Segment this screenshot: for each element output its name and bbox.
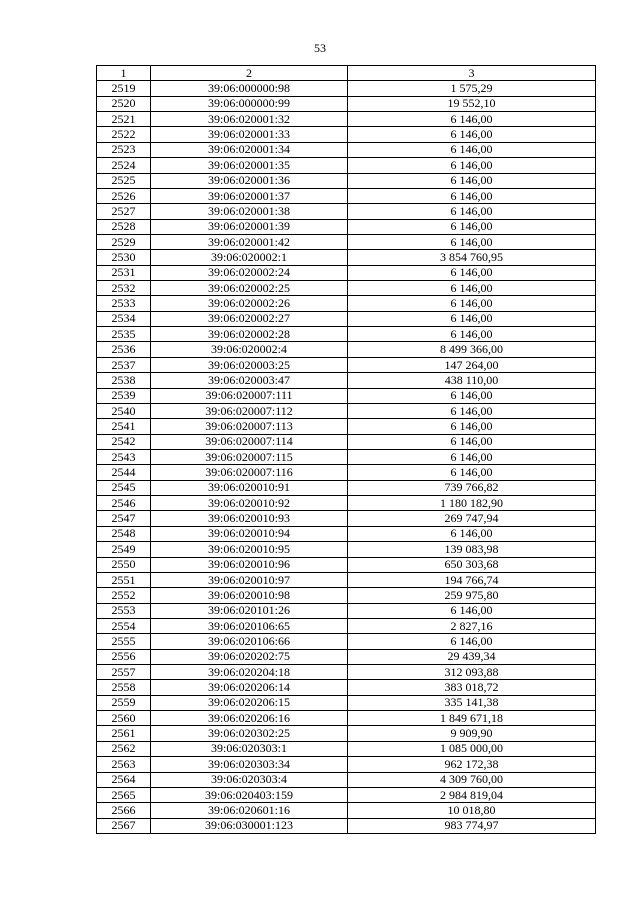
cadastral-id-cell: 39:06:020001:33 bbox=[151, 127, 348, 142]
table-row bbox=[97, 480, 596, 495]
row-number-cell: 2531 bbox=[97, 265, 151, 280]
cadastral-id-cell: 39:06:020001:37 bbox=[151, 188, 348, 203]
value-cell: 739 766,82 bbox=[348, 480, 596, 495]
row-number-cell: 2561 bbox=[97, 726, 151, 741]
table-row bbox=[97, 188, 596, 203]
cadastral-id-cell: 39:06:020002:24 bbox=[151, 265, 348, 280]
value-cell: 335 141,38 bbox=[348, 695, 596, 710]
row-number-cell: 2546 bbox=[97, 496, 151, 511]
cadastral-id-cell: 39:06:020010:97 bbox=[151, 572, 348, 587]
table-row bbox=[97, 588, 596, 603]
table-row bbox=[97, 449, 596, 464]
row-number-cell: 2530 bbox=[97, 250, 151, 265]
value-cell: 6 146,00 bbox=[348, 634, 596, 649]
row-number-cell: 2562 bbox=[97, 741, 151, 756]
table-row bbox=[97, 281, 596, 296]
value-cell: 983 774,97 bbox=[348, 818, 596, 833]
value-cell: 259 975,80 bbox=[348, 588, 596, 603]
row-number-cell: 2523 bbox=[97, 142, 151, 157]
table-row bbox=[97, 665, 596, 680]
row-number-cell: 2552 bbox=[97, 588, 151, 603]
table-row bbox=[97, 787, 596, 802]
table-row bbox=[97, 373, 596, 388]
row-number-cell: 2537 bbox=[97, 357, 151, 372]
value-cell: 4 309 760,00 bbox=[348, 772, 596, 787]
column-header-cadastral-id: 2 bbox=[151, 66, 348, 81]
table-row bbox=[97, 142, 596, 157]
value-cell: 6 146,00 bbox=[348, 234, 596, 249]
cadastral-id-cell: 39:06:020007:116 bbox=[151, 465, 348, 480]
cadastral-id-cell: 39:06:020001:35 bbox=[151, 158, 348, 173]
cadastral-id-cell: 39:06:020206:16 bbox=[151, 711, 348, 726]
table-row bbox=[97, 526, 596, 541]
row-number-cell: 2557 bbox=[97, 665, 151, 680]
row-number-cell: 2533 bbox=[97, 296, 151, 311]
row-number-cell: 2553 bbox=[97, 603, 151, 618]
cadastral-id-cell: 39:06:020001:38 bbox=[151, 204, 348, 219]
cadastral-id-cell: 39:06:020202:75 bbox=[151, 649, 348, 664]
value-cell: 650 303,68 bbox=[348, 557, 596, 572]
row-number-cell: 2545 bbox=[97, 480, 151, 495]
cadastral-id-cell: 39:06:000000:98 bbox=[151, 81, 348, 96]
value-cell: 6 146,00 bbox=[348, 173, 596, 188]
value-cell: 6 146,00 bbox=[348, 127, 596, 142]
table-row bbox=[97, 603, 596, 618]
cadastral-id-cell: 39:06:020106:66 bbox=[151, 634, 348, 649]
table-row bbox=[97, 265, 596, 280]
cadastral-id-cell: 39:06:020204:18 bbox=[151, 665, 348, 680]
cadastral-id-cell: 39:06:020010:96 bbox=[151, 557, 348, 572]
cadastral-id-cell: 39:06:020601:16 bbox=[151, 803, 348, 818]
value-cell: 6 146,00 bbox=[348, 188, 596, 203]
cadastral-id-cell: 39:06:020403:159 bbox=[151, 787, 348, 802]
table-row bbox=[97, 542, 596, 557]
value-cell: 2 827,16 bbox=[348, 618, 596, 633]
table-row bbox=[97, 695, 596, 710]
value-cell: 6 146,00 bbox=[348, 327, 596, 342]
cadastral-value-table bbox=[96, 65, 596, 834]
table-row bbox=[97, 96, 596, 111]
value-cell: 10 018,80 bbox=[348, 803, 596, 818]
row-number-cell: 2560 bbox=[97, 711, 151, 726]
row-number-cell: 2535 bbox=[97, 327, 151, 342]
value-cell: 139 083,98 bbox=[348, 542, 596, 557]
row-number-cell: 2528 bbox=[97, 219, 151, 234]
cadastral-id-cell: 39:06:020303:4 bbox=[151, 772, 348, 787]
table-row bbox=[97, 250, 596, 265]
header-row bbox=[97, 66, 596, 81]
value-cell: 29 439,34 bbox=[348, 649, 596, 664]
table-row bbox=[97, 557, 596, 572]
cadastral-id-cell: 39:06:020002:1 bbox=[151, 250, 348, 265]
value-cell: 1 085 000,00 bbox=[348, 741, 596, 756]
value-cell: 9 909,90 bbox=[348, 726, 596, 741]
cadastral-id-cell: 39:06:020206:15 bbox=[151, 695, 348, 710]
row-number-cell: 2542 bbox=[97, 434, 151, 449]
row-number-cell: 2567 bbox=[97, 818, 151, 833]
table-row bbox=[97, 357, 596, 372]
row-number-cell: 2550 bbox=[97, 557, 151, 572]
cadastral-id-cell: 39:06:000000:99 bbox=[151, 96, 348, 111]
cadastral-id-cell: 39:06:020001:32 bbox=[151, 112, 348, 127]
row-number-cell: 2566 bbox=[97, 803, 151, 818]
table-header bbox=[97, 66, 596, 81]
cadastral-id-cell: 39:06:020002:28 bbox=[151, 327, 348, 342]
table-row bbox=[97, 158, 596, 173]
value-cell: 6 146,00 bbox=[348, 296, 596, 311]
cadastral-id-cell: 39:06:020010:98 bbox=[151, 588, 348, 603]
value-cell: 2 984 819,04 bbox=[348, 787, 596, 802]
cadastral-id-cell: 39:06:020003:47 bbox=[151, 373, 348, 388]
row-number-cell: 2544 bbox=[97, 465, 151, 480]
cadastral-id-cell: 39:06:020007:115 bbox=[151, 449, 348, 464]
value-cell: 6 146,00 bbox=[348, 281, 596, 296]
cadastral-id-cell: 39:06:020001:39 bbox=[151, 219, 348, 234]
cadastral-id-cell: 39:06:020206:14 bbox=[151, 680, 348, 695]
cadastral-id-cell: 39:06:020303:34 bbox=[151, 757, 348, 772]
row-number-cell: 2547 bbox=[97, 511, 151, 526]
row-number-cell: 2541 bbox=[97, 419, 151, 434]
value-cell: 6 146,00 bbox=[348, 219, 596, 234]
table-row bbox=[97, 772, 596, 787]
cadastral-id-cell: 39:06:020002:25 bbox=[151, 281, 348, 296]
row-number-cell: 2558 bbox=[97, 680, 151, 695]
row-number-cell: 2549 bbox=[97, 542, 151, 557]
row-number-cell: 2551 bbox=[97, 572, 151, 587]
table-row bbox=[97, 511, 596, 526]
table-row bbox=[97, 818, 596, 833]
table-row bbox=[97, 434, 596, 449]
cadastral-id-cell: 39:06:030001:123 bbox=[151, 818, 348, 833]
value-cell: 1 575,29 bbox=[348, 81, 596, 96]
cadastral-id-cell: 39:06:020007:111 bbox=[151, 388, 348, 403]
table-row bbox=[97, 234, 596, 249]
table-row bbox=[97, 204, 596, 219]
table-row bbox=[97, 465, 596, 480]
value-cell: 19 552,10 bbox=[348, 96, 596, 111]
cadastral-id-cell: 39:06:020001:36 bbox=[151, 173, 348, 188]
value-cell: 6 146,00 bbox=[348, 465, 596, 480]
cadastral-id-cell: 39:06:020303:1 bbox=[151, 741, 348, 756]
table-row bbox=[97, 680, 596, 695]
value-cell: 383 018,72 bbox=[348, 680, 596, 695]
table-row bbox=[97, 296, 596, 311]
value-cell: 269 747,94 bbox=[348, 511, 596, 526]
value-cell: 438 110,00 bbox=[348, 373, 596, 388]
row-number-cell: 2539 bbox=[97, 388, 151, 403]
value-cell: 194 766,74 bbox=[348, 572, 596, 587]
value-cell: 6 146,00 bbox=[348, 112, 596, 127]
value-cell: 6 146,00 bbox=[348, 419, 596, 434]
cadastral-id-cell: 39:06:020010:95 bbox=[151, 542, 348, 557]
table-row bbox=[97, 388, 596, 403]
row-number-cell: 2525 bbox=[97, 173, 151, 188]
table-row bbox=[97, 726, 596, 741]
value-cell: 3 854 760,95 bbox=[348, 250, 596, 265]
cadastral-id-cell: 39:06:020001:34 bbox=[151, 142, 348, 157]
row-number-cell: 2554 bbox=[97, 618, 151, 633]
table-row bbox=[97, 127, 596, 142]
value-cell: 312 093,88 bbox=[348, 665, 596, 680]
cadastral-id-cell: 39:06:020101:26 bbox=[151, 603, 348, 618]
row-number-cell: 2538 bbox=[97, 373, 151, 388]
table-row bbox=[97, 618, 596, 633]
table-row bbox=[97, 711, 596, 726]
row-number-cell: 2556 bbox=[97, 649, 151, 664]
table-row bbox=[97, 634, 596, 649]
cadastral-id-cell: 39:06:020106:65 bbox=[151, 618, 348, 633]
column-header-number: 1 bbox=[97, 66, 151, 81]
table-row bbox=[97, 496, 596, 511]
value-cell: 1 849 671,18 bbox=[348, 711, 596, 726]
row-number-cell: 2534 bbox=[97, 311, 151, 326]
page-number: 53 bbox=[314, 41, 326, 55]
row-number-cell: 2527 bbox=[97, 204, 151, 219]
value-cell: 6 146,00 bbox=[348, 158, 596, 173]
row-number-cell: 2532 bbox=[97, 281, 151, 296]
value-cell: 6 146,00 bbox=[348, 311, 596, 326]
cadastral-id-cell: 39:06:020007:112 bbox=[151, 403, 348, 418]
row-number-cell: 2540 bbox=[97, 403, 151, 418]
cadastral-id-cell: 39:06:020007:113 bbox=[151, 419, 348, 434]
table-row bbox=[97, 342, 596, 357]
table-row bbox=[97, 572, 596, 587]
cadastral-id-cell: 39:06:020010:93 bbox=[151, 511, 348, 526]
cadastral-id-cell: 39:06:020002:27 bbox=[151, 311, 348, 326]
row-number-cell: 2524 bbox=[97, 158, 151, 173]
row-number-cell: 2548 bbox=[97, 526, 151, 541]
row-number-cell: 2543 bbox=[97, 449, 151, 464]
cadastral-id-cell: 39:06:020002:26 bbox=[151, 296, 348, 311]
row-number-cell: 2519 bbox=[97, 81, 151, 96]
row-number-cell: 2521 bbox=[97, 112, 151, 127]
row-number-cell: 2555 bbox=[97, 634, 151, 649]
cadastral-id-cell: 39:06:020007:114 bbox=[151, 434, 348, 449]
table-row bbox=[97, 741, 596, 756]
cadastral-id-cell: 39:06:020001:42 bbox=[151, 234, 348, 249]
value-cell: 962 172,38 bbox=[348, 757, 596, 772]
cadastral-id-cell: 39:06:020010:92 bbox=[151, 496, 348, 511]
row-number-cell: 2522 bbox=[97, 127, 151, 142]
cadastral-id-cell: 39:06:020010:91 bbox=[151, 480, 348, 495]
row-number-cell: 2526 bbox=[97, 188, 151, 203]
table-row bbox=[97, 112, 596, 127]
row-number-cell: 2520 bbox=[97, 96, 151, 111]
value-cell: 6 146,00 bbox=[348, 434, 596, 449]
row-number-cell: 2563 bbox=[97, 757, 151, 772]
table-row bbox=[97, 757, 596, 772]
row-number-cell: 2529 bbox=[97, 234, 151, 249]
value-cell: 1 180 182,90 bbox=[348, 496, 596, 511]
row-number-cell: 2559 bbox=[97, 695, 151, 710]
cadastral-id-cell: 39:06:020302:25 bbox=[151, 726, 348, 741]
value-cell: 147 264,00 bbox=[348, 357, 596, 372]
table-row bbox=[97, 403, 596, 418]
value-cell: 8 499 366,00 bbox=[348, 342, 596, 357]
value-cell: 6 146,00 bbox=[348, 204, 596, 219]
table-row bbox=[97, 311, 596, 326]
table-body bbox=[97, 81, 596, 834]
table-row bbox=[97, 219, 596, 234]
row-number-cell: 2565 bbox=[97, 787, 151, 802]
value-cell: 6 146,00 bbox=[348, 603, 596, 618]
row-number-cell: 2564 bbox=[97, 772, 151, 787]
value-cell: 6 146,00 bbox=[348, 526, 596, 541]
cadastral-id-cell: 39:06:020002:4 bbox=[151, 342, 348, 357]
table-row bbox=[97, 803, 596, 818]
row-number-cell: 2536 bbox=[97, 342, 151, 357]
table-row bbox=[97, 81, 596, 96]
column-header-value: 3 bbox=[348, 66, 596, 81]
table-row bbox=[97, 419, 596, 434]
value-cell: 6 146,00 bbox=[348, 142, 596, 157]
cadastral-id-cell: 39:06:020003:25 bbox=[151, 357, 348, 372]
value-cell: 6 146,00 bbox=[348, 388, 596, 403]
value-cell: 6 146,00 bbox=[348, 449, 596, 464]
table-row bbox=[97, 649, 596, 664]
value-cell: 6 146,00 bbox=[348, 265, 596, 280]
table-row bbox=[97, 173, 596, 188]
table-row bbox=[97, 327, 596, 342]
cadastral-id-cell: 39:06:020010:94 bbox=[151, 526, 348, 541]
value-cell: 6 146,00 bbox=[348, 403, 596, 418]
